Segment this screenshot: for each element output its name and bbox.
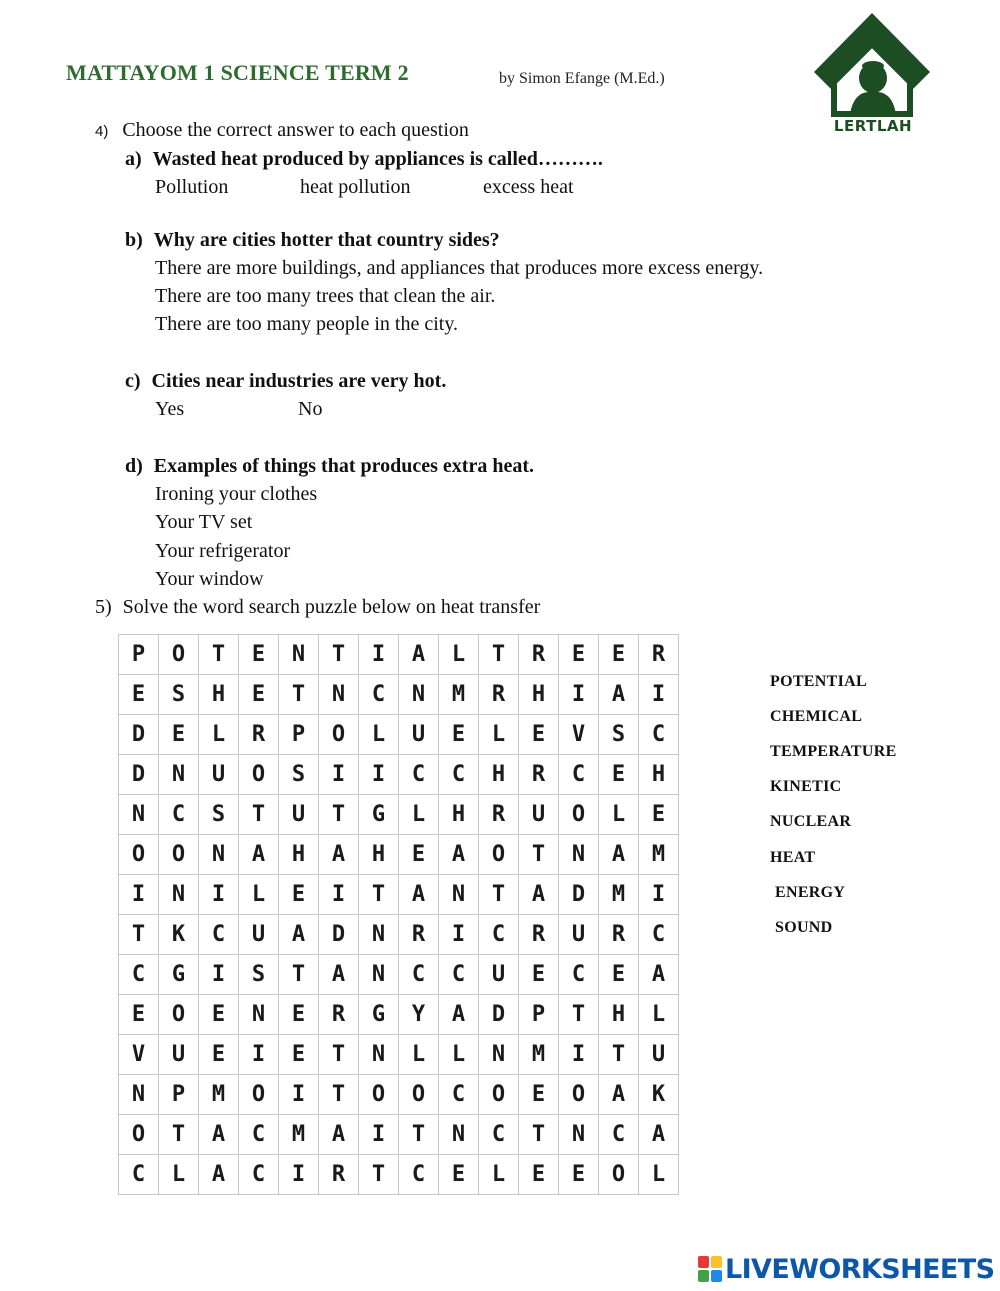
grid-cell[interactable]: O [359,1075,399,1115]
grid-cell[interactable]: O [119,835,159,875]
grid-cell[interactable]: U [239,915,279,955]
question-4a [125,147,603,171]
grid-cell[interactable]: E [519,715,559,755]
grid-cell[interactable]: I [559,1035,599,1075]
grid-cell[interactable]: L [399,795,439,835]
question-4d [125,454,534,478]
question-5-instruction: Solve the word search puzzle below on heat transfer [122,596,541,618]
question-5-number: 5) [95,596,112,618]
grid-cell[interactable]: N [159,755,199,795]
liveworksheets-text: LIVEWORKSHEETS [725,1253,995,1285]
grid-cell[interactable]: V [559,715,599,755]
grid-row [119,955,679,995]
grid-cell[interactable]: T [159,1115,199,1155]
grid-cell[interactable]: L [399,1035,439,1075]
grid-cell[interactable]: R [239,715,279,755]
grid-cell[interactable]: L [639,995,679,1035]
grid-cell[interactable]: R [599,915,639,955]
grid-cell[interactable]: A [519,875,559,915]
grid-cell[interactable]: R [519,635,559,675]
grid-cell[interactable]: D [319,915,359,955]
grid-cell[interactable]: O [119,1115,159,1155]
grid-cell[interactable]: N [319,675,359,715]
grid-cell[interactable]: T [519,1115,559,1155]
grid-cell[interactable]: H [359,835,399,875]
grid-cell[interactable]: A [599,1075,639,1115]
grid-cell[interactable]: N [359,1035,399,1075]
grid-row [119,635,679,675]
grid-cell[interactable]: A [279,915,319,955]
grid-cell[interactable]: E [279,995,319,1035]
grid-cell[interactable]: E [639,795,679,835]
grid-cell[interactable]: S [159,675,199,715]
grid-cell[interactable]: P [279,715,319,755]
grid-cell[interactable]: H [199,675,239,715]
grid-cell[interactable]: T [239,795,279,835]
word-list-item: SOUND [775,919,833,936]
grid-cell[interactable]: N [199,835,239,875]
grid-cell[interactable]: A [199,1155,239,1195]
grid-cell[interactable]: A [239,835,279,875]
grid-cell[interactable]: C [199,915,239,955]
grid-cell[interactable]: I [199,875,239,915]
question-4b-text: Why are cities hotter that country sides? [153,229,500,251]
grid-cell[interactable]: C [439,1075,479,1115]
grid-row [119,875,679,915]
grid-cell[interactable]: C [359,675,399,715]
grid-cell[interactable]: U [279,795,319,835]
grid-cell[interactable]: T [319,795,359,835]
grid-cell[interactable]: I [239,1035,279,1075]
grid-cell[interactable]: A [439,995,479,1035]
grid-cell[interactable]: E [559,635,599,675]
grid-cell[interactable]: C [479,1115,519,1155]
grid-cell[interactable]: O [599,1155,639,1195]
grid-cell[interactable]: N [399,675,439,715]
grid-cell[interactable]: E [239,635,279,675]
grid-cell[interactable]: I [319,875,359,915]
grid-cell[interactable]: M [439,675,479,715]
grid-cell[interactable]: C [399,1155,439,1195]
grid-cell[interactable]: T [599,1035,639,1075]
option-4b-1[interactable]: There are more buildings, and appliances that produces more excess energy. [155,257,764,279]
grid-cell[interactable]: O [159,995,199,1035]
grid-cell[interactable]: V [119,1035,159,1075]
question-4-header [95,118,469,144]
grid-cell[interactable]: S [279,755,319,795]
option-4b-2[interactable]: There are too many trees that clean the air. [155,285,496,307]
word-list-item: HEAT [770,849,816,866]
grid-cell[interactable]: U [199,755,239,795]
grid-cell[interactable]: Y [399,995,439,1035]
grid-cell[interactable]: A [399,875,439,915]
grid-cell[interactable]: L [199,715,239,755]
question-4b [125,228,500,252]
grid-cell[interactable]: G [359,995,399,1035]
grid-cell[interactable]: C [599,1115,639,1155]
grid-cell[interactable]: A [639,955,679,995]
grid-cell[interactable]: E [119,675,159,715]
grid-cell[interactable]: I [439,915,479,955]
grid-cell[interactable]: O [159,635,199,675]
grid-cell[interactable]: P [519,995,559,1035]
grid-cell[interactable]: O [559,795,599,835]
grid-cell[interactable]: M [519,1035,559,1075]
grid-row [119,1115,679,1155]
author-byline: by Simon Efange (M.Ed.) [499,70,665,87]
option-4a-3[interactable]: excess heat [483,176,574,198]
grid-cell[interactable]: C [559,755,599,795]
grid-cell[interactable]: U [519,795,559,835]
grid-cell[interactable]: O [479,835,519,875]
grid-cell[interactable]: T [279,955,319,995]
grid-cell[interactable]: R [319,1155,359,1195]
grid-cell[interactable]: T [359,875,399,915]
grid-cell[interactable]: H [639,755,679,795]
grid-cell[interactable]: O [239,1075,279,1115]
grid-cell[interactable]: I [319,755,359,795]
grid-cell[interactable]: A [319,955,359,995]
grid-cell[interactable]: P [119,635,159,675]
question-4d-label: d) [125,455,143,477]
grid-cell[interactable]: A [399,635,439,675]
grid-cell[interactable]: R [639,635,679,675]
grid-cell[interactable]: N [279,635,319,675]
grid-cell[interactable]: N [359,955,399,995]
grid-cell[interactable]: T [479,635,519,675]
grid-cell[interactable]: R [519,755,559,795]
grid-cell[interactable]: T [359,1155,399,1195]
grid-cell[interactable]: O [159,835,199,875]
grid-cell[interactable]: L [439,1035,479,1075]
grid-cell[interactable]: A [319,1115,359,1155]
grid-row [119,795,679,835]
grid-cell[interactable]: C [399,955,439,995]
grid-cell[interactable]: R [479,675,519,715]
grid-cell[interactable]: A [599,675,639,715]
grid-cell[interactable]: O [319,715,359,755]
word-list-item: KINETIC [770,778,842,795]
grid-cell[interactable]: E [199,995,239,1035]
grid-cell[interactable]: A [599,835,639,875]
option-4d-1[interactable]: Ironing your clothes [155,483,318,505]
option-4c-1[interactable]: Yes [155,398,185,420]
grid-cell[interactable]: U [399,715,439,755]
grid-cell[interactable]: C [479,915,519,955]
question-4a-label: a) [125,148,142,170]
grid-cell[interactable]: U [639,1035,679,1075]
grid-cell[interactable]: I [199,955,239,995]
grid-cell[interactable]: D [559,875,599,915]
grid-cell[interactable]: U [559,915,599,955]
grid-row [119,1155,679,1195]
grid-cell[interactable]: U [479,955,519,995]
grid-cell[interactable]: S [239,955,279,995]
grid-cell[interactable]: T [279,675,319,715]
grid-cell[interactable]: H [279,835,319,875]
option-4c-2[interactable]: No [298,398,323,420]
liveworksheets-brand[interactable] [698,1253,994,1285]
grid-row [119,835,679,875]
grid-cell[interactable]: E [439,1155,479,1195]
grid-cell[interactable]: G [359,795,399,835]
grid-cell[interactable]: L [479,1155,519,1195]
grid-cell[interactable]: C [239,1115,279,1155]
word-search-grid[interactable] [118,634,679,1195]
grid-cell[interactable]: I [639,875,679,915]
grid-cell[interactable]: N [559,835,599,875]
grid-cell[interactable]: R [319,995,359,1035]
grid-cell[interactable]: G [159,955,199,995]
grid-cell[interactable]: I [359,1115,399,1155]
grid-cell[interactable]: I [279,1075,319,1115]
grid-cell[interactable]: E [399,835,439,875]
grid-cell[interactable]: O [399,1075,439,1115]
grid-cell[interactable]: N [119,795,159,835]
grid-cell[interactable]: I [559,675,599,715]
grid-cell[interactable]: L [639,1155,679,1195]
grid-cell[interactable]: C [119,1155,159,1195]
grid-cell[interactable]: E [519,1155,559,1195]
grid-cell[interactable]: O [239,755,279,795]
question-4d-text: Examples of things that produces extra heat. [153,455,534,477]
grid-cell[interactable]: I [359,755,399,795]
grid-cell[interactable]: N [239,995,279,1035]
grid-cell[interactable]: A [439,835,479,875]
grid-cell[interactable]: T [119,915,159,955]
grid-cell[interactable]: R [519,915,559,955]
grid-cell[interactable]: L [599,795,639,835]
grid-cell[interactable]: N [359,915,399,955]
option-4d-3[interactable]: Your refrigerator [155,540,291,562]
option-4a-1[interactable]: Pollution [155,176,229,198]
grid-cell[interactable]: M [599,875,639,915]
question-4c-text: Cities near industries are very hot. [151,370,447,392]
grid-cell[interactable]: T [479,875,519,915]
grid-cell[interactable]: K [639,1075,679,1115]
question-4c-label: c) [125,370,141,392]
word-list-item: CHEMICAL [770,708,863,725]
grid-cell[interactable]: K [159,915,199,955]
grid-cell[interactable]: T [519,835,559,875]
grid-cell[interactable]: C [439,755,479,795]
option-4b-3[interactable]: There are too many people in the city. [155,313,459,335]
grid-cell[interactable]: L [479,715,519,755]
grid-cell[interactable]: E [519,1075,559,1115]
page-title: MATTAYOM 1 SCIENCE TERM 2 [66,60,409,85]
grid-cell[interactable]: E [279,1035,319,1075]
grid-cell[interactable]: H [479,755,519,795]
grid-cell[interactable]: H [599,995,639,1035]
grid-cell[interactable]: T [319,1035,359,1075]
grid-cell[interactable]: U [159,1035,199,1075]
grid-cell[interactable]: L [159,1155,199,1195]
option-4a-2[interactable]: heat pollution [300,176,411,198]
grid-cell[interactable]: M [279,1115,319,1155]
grid-row [119,1035,679,1075]
grid-cell[interactable]: C [639,715,679,755]
grid-cell[interactable]: I [119,875,159,915]
question-4-number: 4) [95,123,109,140]
grid-cell[interactable]: E [519,955,559,995]
grid-cell[interactable]: N [439,1115,479,1155]
grid-row [119,995,679,1035]
grid-cell[interactable]: I [279,1155,319,1195]
logo-text: LERTLAH [833,117,913,135]
grid-cell[interactable]: C [439,955,479,995]
grid-cell[interactable]: I [359,635,399,675]
grid-cell[interactable]: N [559,1115,599,1155]
grid-cell[interactable]: C [399,755,439,795]
grid-cell[interactable]: C [639,915,679,955]
grid-cell[interactable]: D [119,755,159,795]
question-5-header [95,595,540,619]
word-list-item: ENERGY [775,884,846,901]
question-4a-text: Wasted heat produced by appliances is called………. [152,148,603,170]
grid-cell[interactable]: I [639,675,679,715]
grid-row [119,675,679,715]
grid-cell[interactable]: L [239,875,279,915]
grid-cell[interactable]: P [159,1075,199,1115]
grid-cell[interactable]: E [199,1035,239,1075]
grid-cell[interactable]: C [559,955,599,995]
grid-row [119,1075,679,1115]
word-list-item: NUCLEAR [770,813,852,830]
option-4d-2[interactable]: Your TV set [155,511,253,533]
grid-cell[interactable]: E [119,995,159,1035]
grid-cell[interactable]: O [559,1075,599,1115]
grid-cell[interactable]: E [599,755,639,795]
liveworksheets-icon [698,1256,722,1282]
grid-cell[interactable]: A [319,835,359,875]
grid-cell[interactable]: R [479,795,519,835]
grid-cell[interactable]: N [439,875,479,915]
option-4d-4[interactable]: Your window [155,568,264,590]
grid-cell[interactable]: M [199,1075,239,1115]
grid-cell[interactable]: N [119,1075,159,1115]
grid-cell[interactable]: L [359,715,399,755]
question-4c [125,369,446,393]
grid-cell[interactable]: S [199,795,239,835]
word-list-item: POTENTIAL [770,673,867,690]
grid-cell[interactable]: S [599,715,639,755]
grid-cell[interactable]: T [319,635,359,675]
grid-row [119,915,679,955]
grid-cell[interactable]: E [559,1155,599,1195]
grid-cell[interactable]: D [479,995,519,1035]
grid-cell[interactable]: T [319,1075,359,1115]
grid-cell[interactable]: E [599,635,639,675]
grid-cell[interactable]: E [439,715,479,755]
question-4b-label: b) [125,229,143,251]
word-list-item: TEMPERATURE [770,743,897,760]
grid-cell[interactable]: H [519,675,559,715]
grid-cell[interactable]: C [159,795,199,835]
grid-cell[interactable]: T [559,995,599,1035]
grid-cell[interactable]: O [479,1075,519,1115]
grid-cell[interactable]: N [479,1035,519,1075]
grid-cell[interactable]: N [159,875,199,915]
grid-cell[interactable]: T [199,635,239,675]
grid-cell[interactable]: E [159,715,199,755]
grid-cell[interactable]: C [239,1155,279,1195]
grid-cell[interactable]: M [639,835,679,875]
question-4-instruction: Choose the correct answer to each question [122,119,469,141]
grid-cell[interactable]: L [439,635,479,675]
grid-cell[interactable]: D [119,715,159,755]
grid-cell[interactable]: A [199,1115,239,1155]
grid-row [119,715,679,755]
grid-row [119,755,679,795]
grid-cell[interactable]: E [599,955,639,995]
grid-cell[interactable]: H [439,795,479,835]
grid-cell[interactable]: R [399,915,439,955]
grid-cell[interactable]: T [399,1115,439,1155]
grid-cell[interactable]: E [239,675,279,715]
grid-cell[interactable]: C [119,955,159,995]
grid-cell[interactable]: E [279,875,319,915]
grid-cell[interactable]: A [639,1115,679,1155]
